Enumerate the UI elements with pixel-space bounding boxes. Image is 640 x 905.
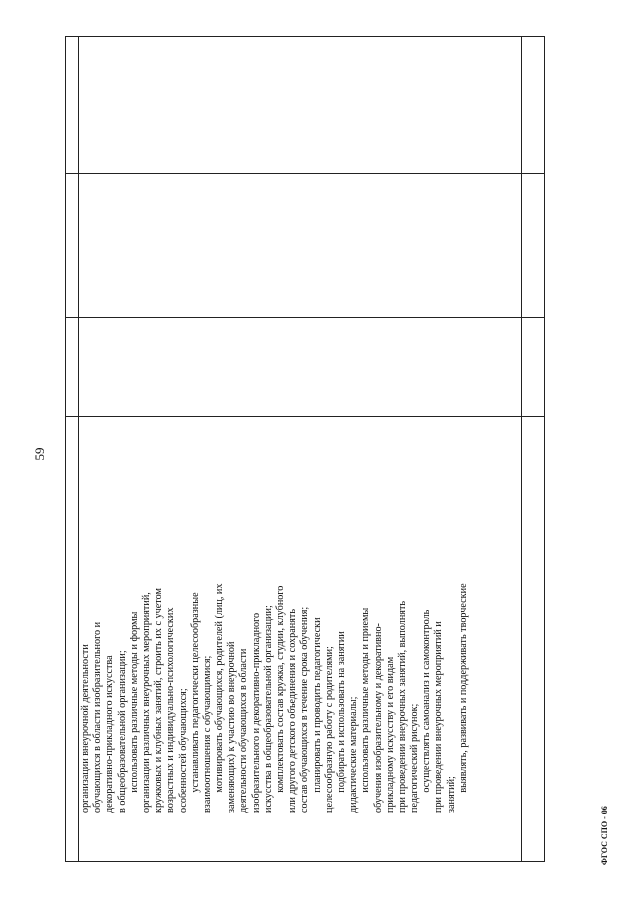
cell-text-line: прикладному искусству и его видам (384, 656, 396, 813)
skills-cell-text (80, 423, 470, 813)
cell-text-line: использовать различные методы и приемы (360, 607, 372, 813)
cell-text-line: кружковых и клубных занятий, строить их с учетом (153, 588, 165, 813)
cell-text-line: обучающихся в области изобразительного и (92, 621, 104, 813)
cell-text-line: взаимоотношения с обучающимися; (201, 655, 213, 813)
cell-text-line: обучения изобразительному и декоративно- (372, 623, 384, 813)
cell-text-line: состав обучающихся в течение срока обучения; (299, 606, 311, 813)
cell-text-line: комплектовать состав кружка, студии, клубного (275, 585, 286, 813)
cell-text-line: в общеобразовательной организации; (116, 650, 128, 813)
cell-text-line: или другого детского объединения и сохранять (287, 609, 299, 813)
cell-text-line: декоративно-прикладного искусства (104, 655, 116, 813)
table-column-divider (66, 416, 544, 417)
page-number: 59 (32, 447, 47, 461)
cell-text-line: организации различных внеурочных мероприятий, (140, 592, 152, 813)
table-row-divider (521, 37, 522, 861)
footer-code: ФГОС СПО - 06 (600, 806, 609, 865)
table-column-divider (66, 173, 544, 174)
table-row-divider (78, 37, 79, 861)
cell-text-line: искусства в общеобразовательной организации; (262, 605, 274, 813)
cell-text-line: выявлять, развивать и поддерживать творческие (457, 583, 469, 813)
cell-text-line: дидактические материалы; (348, 696, 360, 813)
cell-text-line: возрастных и индивидуально-психологических (165, 607, 177, 813)
cell-text-line: целесообразную работу с родителями; (323, 646, 335, 813)
cell-text-line: педагогический рисунок; (409, 703, 421, 813)
cell-text-line: осуществлять самоанализ и самоконтроль (421, 609, 433, 813)
cell-text-line: занятий; (445, 776, 457, 813)
cell-text-line: изобразительного и декоративно-прикладного (250, 612, 262, 813)
cell-text-line: при проведении внеурочных занятий, выполнять (396, 600, 408, 813)
cell-text-line: планировать и проводить педагогически (311, 617, 323, 813)
cell-text-line: заменяющих) к участию во внеурочной (226, 641, 238, 813)
cell-text-line: устанавливать педагогически целесообразные (189, 592, 201, 813)
cell-text-line: использовать различные методы и формы (128, 611, 140, 813)
cell-text-line: особенностей обучающихся; (177, 688, 189, 813)
cell-text-line: подбирать и использовать на занятии (335, 631, 347, 813)
cell-text-line: деятельности обучающихся в области (238, 648, 250, 813)
cell-text-line: при проведении внеурочных мероприятий и (433, 621, 445, 813)
table-column-divider (66, 317, 544, 318)
cell-text-line: мотивировать обучающихся, родителей (лиц, их (214, 583, 226, 813)
document-table (65, 36, 545, 862)
cell-text-line: организации внеурочной деятельности (80, 644, 91, 813)
